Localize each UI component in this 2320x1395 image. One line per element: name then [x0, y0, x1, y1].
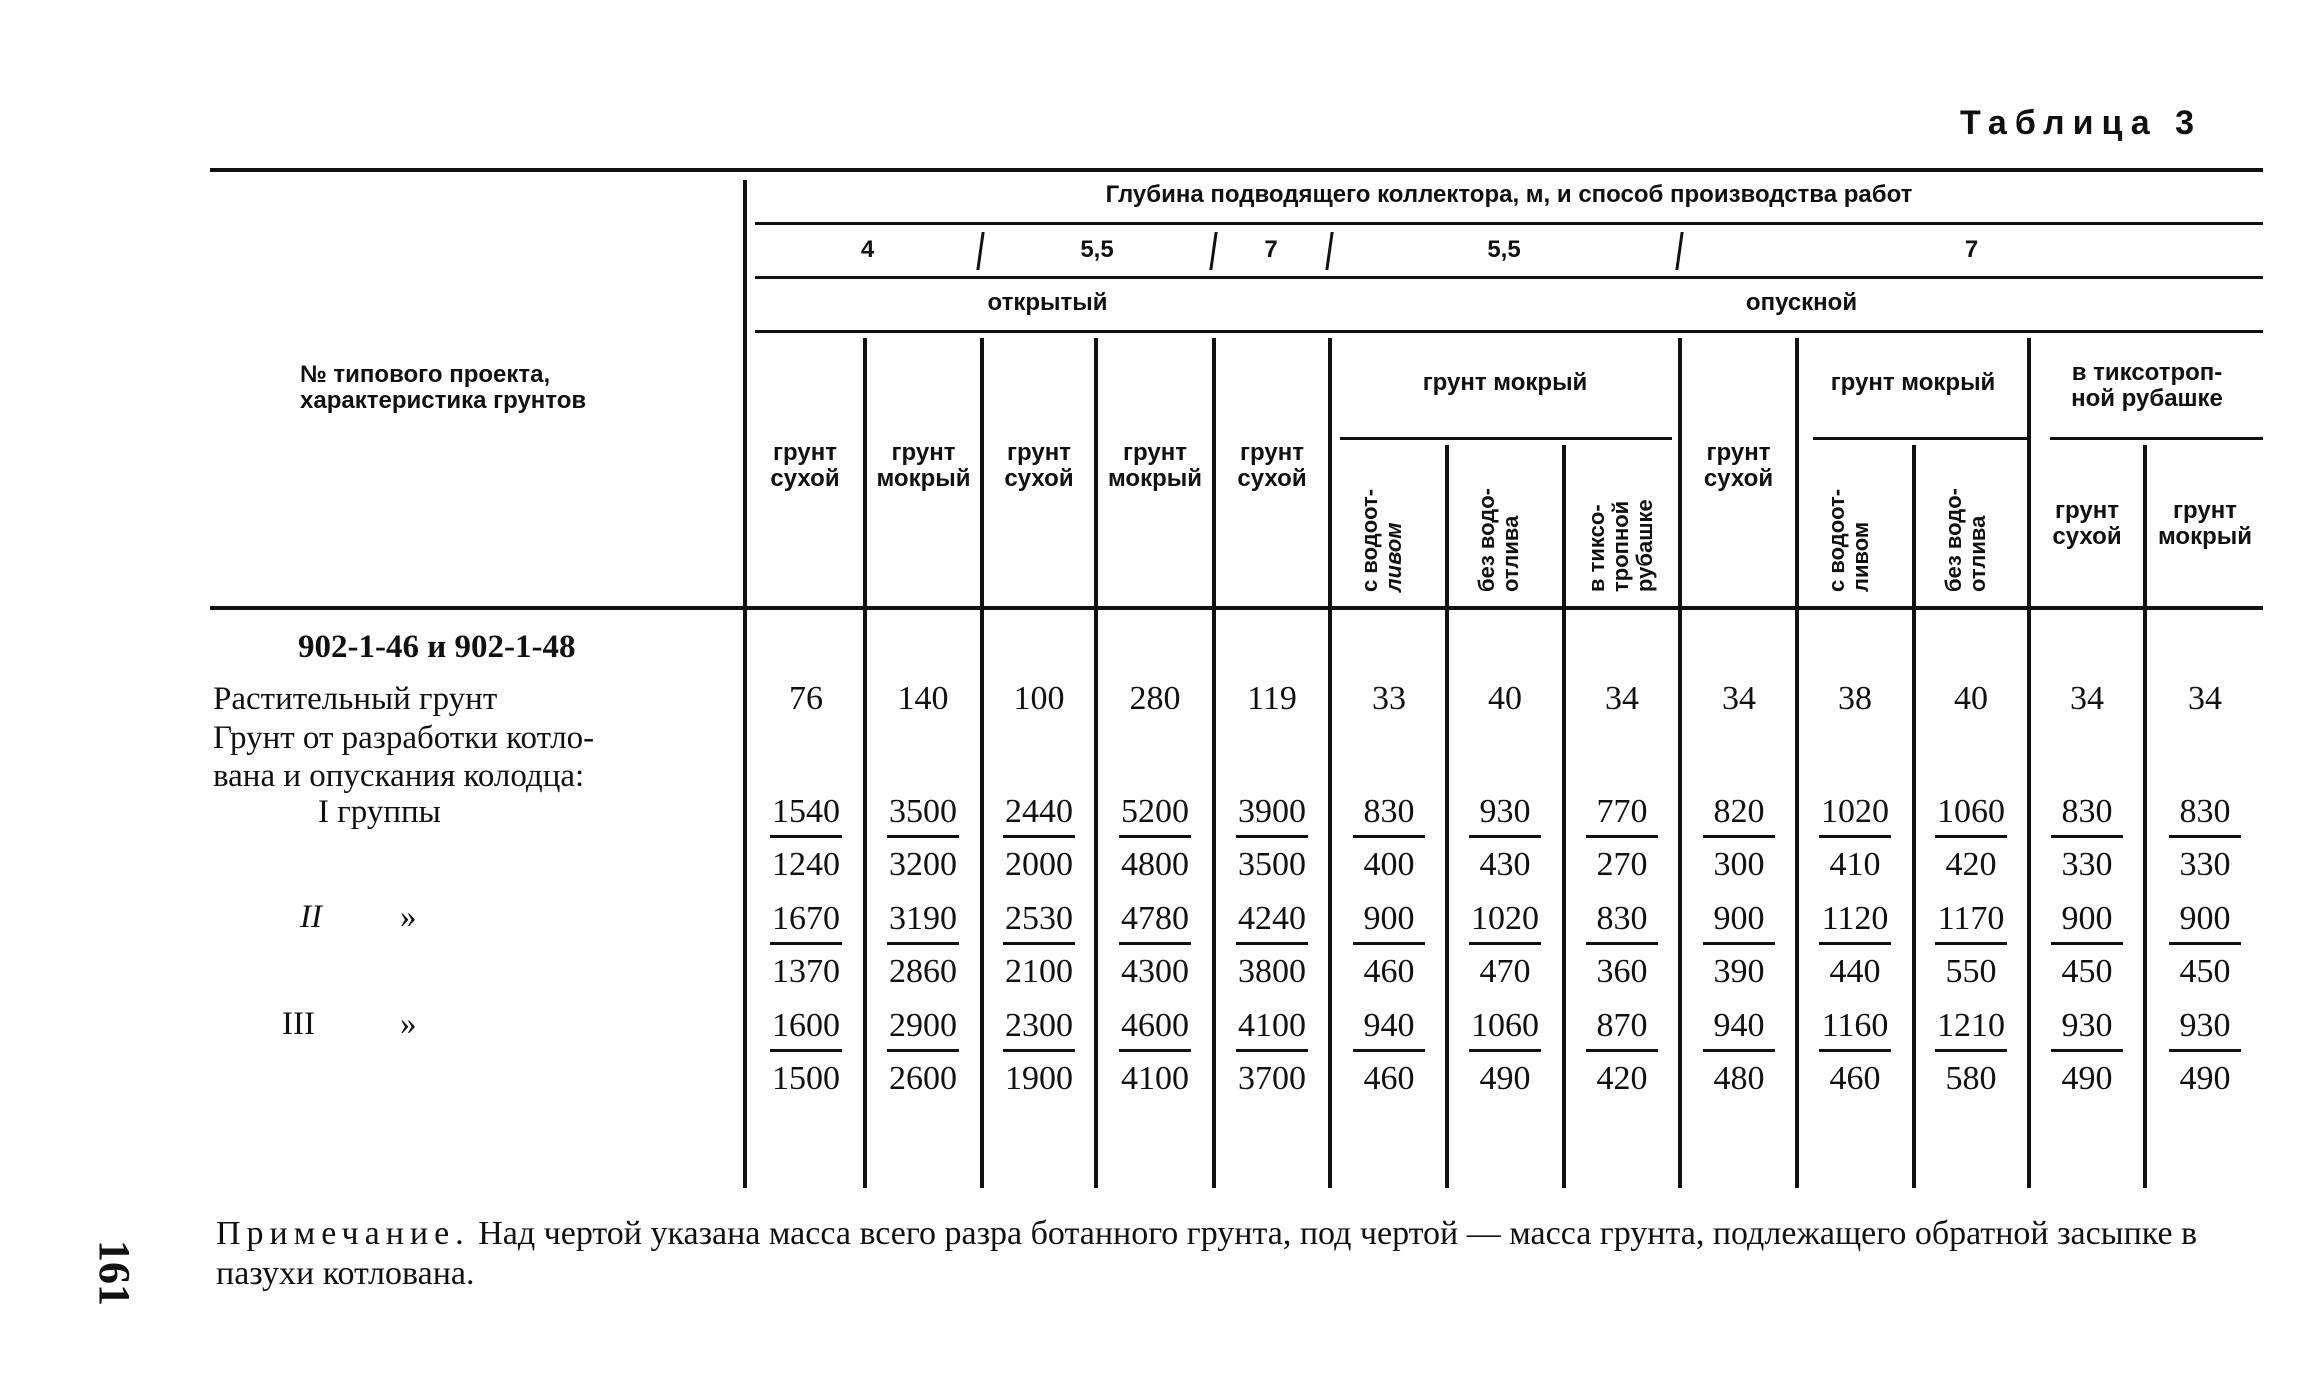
- fraction-bar: [1236, 835, 1308, 838]
- cell-veg-6: 33: [1372, 680, 1406, 717]
- fraction-bar: [1703, 1049, 1775, 1052]
- group3-label: III: [282, 1006, 315, 1042]
- cell-g1_top-10: 1020: [1821, 793, 1889, 830]
- fraction-bar: [1703, 942, 1775, 945]
- cell-g1_bot-4: 4800: [1121, 846, 1189, 883]
- col-header-8-l3: рубашке: [1632, 499, 1657, 592]
- cell-g2_top-6: 900: [1363, 900, 1415, 937]
- cell-veg-12: 34: [2070, 680, 2104, 717]
- cell-g2_bot-6: 460: [1363, 953, 1415, 990]
- depth-title: Глубина подводящего коллектора, м, и способ производства работ: [1105, 181, 1913, 208]
- cell-g1_top-3: 2440: [1005, 793, 1073, 830]
- col-divider-12: [2143, 445, 2147, 1188]
- cell-veg-10: 38: [1838, 680, 1872, 717]
- table-title: Таблица 3: [1960, 104, 2203, 142]
- pit-label-line1: Грунт от разработки котло-: [213, 720, 595, 756]
- col-header-12: [2031, 498, 2143, 550]
- note-text: Над чертой указана масса всего разра ботанного грунта, под чертой — масса грунта, подлежащего обратной засыпке в пазухи котлована.: [216, 1215, 2198, 1292]
- cell-g1_top-13: 830: [2179, 793, 2231, 830]
- col-header-13-l1: грунт: [2173, 497, 2237, 524]
- cell-veg-5: 119: [1247, 680, 1297, 717]
- cell-veg-2: 140: [897, 680, 949, 717]
- group-thixo-line1: в тиксотроп-: [2071, 359, 2223, 386]
- cell-veg-7: 40: [1488, 680, 1522, 717]
- cell-g3_bot-9: 480: [1713, 1060, 1765, 1097]
- fraction-bar: [887, 942, 959, 945]
- col-header-3: [984, 440, 1094, 492]
- cell-g1_bot-10: 410: [1829, 846, 1881, 883]
- cell-g2_top-2: 3190: [889, 900, 957, 937]
- col-header-7-l1: без водо-: [1474, 488, 1499, 592]
- cell-g3_top-9: 940: [1713, 1007, 1765, 1044]
- fraction-bar: [1819, 942, 1891, 945]
- col-header-5-l2: сухой: [1237, 465, 1307, 492]
- cell-g1_bot-9: 300: [1713, 846, 1765, 883]
- fraction-bar: [2169, 942, 2241, 945]
- cell-g2_top-8: 830: [1596, 900, 1648, 937]
- cell-g2_bot-2: 2860: [889, 953, 957, 990]
- col-divider-6: [1445, 445, 1449, 1188]
- cell-g2_bot-9: 390: [1713, 953, 1765, 990]
- col-divider-0: [743, 180, 747, 1188]
- cell-g3_top-6: 940: [1363, 1007, 1415, 1044]
- col-header-3-l1: грунт: [1007, 439, 1071, 466]
- note-label: Примечание.: [216, 1215, 470, 1252]
- col-header-11-l1: без водо-: [1941, 488, 1966, 592]
- cell-g1_bot-8: 270: [1596, 846, 1648, 883]
- row-header: [300, 362, 586, 414]
- cell-g3_top-13: 930: [2179, 1007, 2231, 1044]
- cell-g1_bot-6: 400: [1363, 846, 1415, 883]
- cell-veg-4: 280: [1129, 680, 1181, 717]
- col-header-9-l2: сухой: [1703, 465, 1774, 492]
- col-header-4: [1098, 440, 1212, 492]
- col-divider-5: [1328, 338, 1332, 1188]
- table-top-rule: [210, 168, 2263, 172]
- cell-g2_bot-12: 450: [2061, 953, 2113, 990]
- cell-g1_top-8: 770: [1596, 793, 1648, 830]
- group2-ditto: »: [400, 899, 417, 935]
- cell-g2_top-9: 900: [1713, 900, 1765, 937]
- cell-veg-8: 34: [1605, 680, 1639, 717]
- col-header-10-l2: ливом: [1848, 521, 1873, 592]
- fraction-bar: [2169, 1049, 2241, 1052]
- cell-g1_top-4: 5200: [1121, 793, 1189, 830]
- col-header-5: [1216, 440, 1328, 492]
- cell-g3_bot-10: 460: [1829, 1060, 1881, 1097]
- cell-g1_top-12: 830: [2061, 793, 2113, 830]
- method-open: открытый: [987, 289, 1108, 316]
- group-thixo: [2031, 360, 2263, 412]
- col-header-13: [2147, 498, 2263, 550]
- fraction-bar: [1935, 1049, 2007, 1052]
- cell-g2_top-11: 1170: [1937, 900, 2005, 937]
- col-header-4-l2: мокрый: [1107, 465, 1203, 492]
- cell-g1_top-9: 820: [1713, 793, 1765, 830]
- cell-g1_top-7: 930: [1479, 793, 1531, 830]
- page-number: 161: [90, 1240, 139, 1306]
- fraction-bar: [1703, 835, 1775, 838]
- cell-g3_bot-8: 420: [1596, 1060, 1648, 1097]
- cell-g3_bot-1: 1500: [772, 1060, 840, 1097]
- header-bottom-rule: [210, 606, 2263, 610]
- fraction-bar: [1469, 942, 1541, 945]
- cell-g3_top-2: 2900: [889, 1007, 957, 1044]
- depths-rule: [755, 276, 2263, 279]
- group-wet-a: грунт мокрый: [1422, 369, 1588, 396]
- cell-g3_bot-13: 490: [2179, 1060, 2231, 1097]
- fraction-bar: [1819, 1049, 1891, 1052]
- fraction-bar: [1003, 1049, 1075, 1052]
- col-header-6-l1: с водоот-: [1357, 488, 1382, 592]
- cell-g3_bot-7: 490: [1479, 1060, 1531, 1097]
- fraction-bar: [1119, 1049, 1191, 1052]
- cell-g3_bot-11: 580: [1945, 1060, 1997, 1097]
- fraction-bar: [1236, 942, 1308, 945]
- pit-label-line2: вана и опускания колодца:: [213, 758, 585, 794]
- cell-g3_top-11: 1210: [1937, 1007, 2005, 1044]
- note: [216, 1214, 2266, 1294]
- cell-g1_bot-2: 3200: [889, 846, 957, 883]
- cell-g3_top-8: 870: [1596, 1007, 1648, 1044]
- row-header-line2: характеристика грунтов: [300, 387, 587, 414]
- cell-g3_top-5: 4100: [1238, 1007, 1306, 1044]
- col-header-13-l2: мокрый: [2157, 523, 2253, 550]
- cell-g2_bot-3: 2100: [1005, 953, 1073, 990]
- col-header-5-l1: грунт: [1240, 439, 1304, 466]
- col-header-6-l2: ливом: [1381, 522, 1406, 592]
- cell-g3_bot-3: 1900: [1005, 1060, 1073, 1097]
- cell-g3_top-7: 1060: [1471, 1007, 1539, 1044]
- fraction-bar: [2051, 1049, 2123, 1052]
- depth-4: 4: [860, 236, 875, 263]
- col-header-8-l1: в тиксо-: [1584, 504, 1609, 592]
- cell-g1_top-5: 3900: [1238, 793, 1306, 830]
- fraction-bar: [1236, 1049, 1308, 1052]
- cell-g1_top-11: 1060: [1937, 793, 2005, 830]
- fraction-bar: [770, 942, 842, 945]
- col-header-9: [1682, 440, 1795, 492]
- cell-g1_top-6: 830: [1363, 793, 1415, 830]
- cell-g2_top-1: 1670: [772, 900, 840, 937]
- col-header-1: [747, 440, 863, 492]
- cell-veg-1: 76: [789, 680, 823, 717]
- fraction-bar: [1586, 835, 1658, 838]
- depth-title-rule: [755, 222, 2263, 225]
- col-header-2: [867, 440, 980, 492]
- depth-7-open: 7: [1264, 236, 1278, 263]
- fraction-bar: [1935, 835, 2007, 838]
- depth-5-5-open: 5,5: [1080, 236, 1114, 263]
- cell-g3_top-10: 1160: [1821, 1007, 1889, 1044]
- col-header-8-l2: тропной: [1608, 500, 1633, 592]
- fraction-bar: [1003, 835, 1075, 838]
- fraction-bar: [1003, 942, 1075, 945]
- depth-7-sink: 7: [1964, 236, 1979, 263]
- group2-label: II: [300, 899, 322, 935]
- cell-g2_top-4: 4780: [1121, 900, 1189, 937]
- col-divider-11: [2027, 338, 2031, 1188]
- cell-g2_top-5: 4240: [1238, 900, 1306, 937]
- group3-ditto: »: [400, 1006, 417, 1042]
- cell-g3_top-1: 1600: [772, 1007, 840, 1044]
- cell-g1_bot-7: 430: [1479, 846, 1531, 883]
- veg-label: Растительный грунт: [213, 681, 498, 717]
- method-sinking: опускной: [1745, 289, 1858, 316]
- fraction-bar: [887, 835, 959, 838]
- group-wet-b: грунт мокрый: [1830, 369, 1996, 396]
- cell-g2_bot-10: 440: [1829, 953, 1881, 990]
- cell-g2_bot-8: 360: [1596, 953, 1648, 990]
- col-header-10-l1: с водоот-: [1824, 488, 1849, 592]
- col-header-9-l1: грунт: [1706, 439, 1771, 466]
- fraction-bar: [1586, 942, 1658, 945]
- col-divider-9: [1795, 338, 1799, 1188]
- col-header-11: [1942, 488, 1990, 592]
- cell-g3_top-3: 2300: [1005, 1007, 1073, 1044]
- cell-g1_bot-3: 2000: [1005, 846, 1073, 883]
- col-header-12-l2: сухой: [2052, 523, 2122, 550]
- fraction-bar: [1819, 835, 1891, 838]
- cell-g2_top-13: 900: [2179, 900, 2231, 937]
- fraction-bar: [1935, 942, 2007, 945]
- cell-g2_bot-5: 3800: [1238, 953, 1306, 990]
- fraction-bar: [770, 835, 842, 838]
- group1-label: I группы: [318, 794, 441, 830]
- col-header-1-l1: грунт: [773, 439, 837, 466]
- cell-veg-11: 40: [1954, 680, 1988, 717]
- methods-rule: [755, 330, 2263, 333]
- col-header-6: [1358, 489, 1406, 592]
- cell-g1_bot-5: 3500: [1238, 846, 1306, 883]
- fraction-bar: [2169, 835, 2241, 838]
- cell-g1_bot-12: 330: [2061, 846, 2113, 883]
- fraction-bar: [1353, 942, 1425, 945]
- cell-g1_top-1: 1540: [772, 793, 840, 830]
- cell-g3_top-4: 4600: [1121, 1007, 1189, 1044]
- cell-g2_bot-13: 450: [2179, 953, 2231, 990]
- cell-g2_top-3: 2530: [1005, 900, 1073, 937]
- fraction-bar: [1353, 835, 1425, 838]
- cell-g2_top-12: 900: [2061, 900, 2113, 937]
- col-header-3-l2: сухой: [1004, 465, 1074, 492]
- cell-g2_top-10: 1120: [1821, 900, 1889, 937]
- col-header-12-l1: грунт: [2055, 497, 2119, 524]
- col-header-1-l2: сухой: [770, 465, 840, 492]
- project-label: 902-1-46 и 902-1-48: [298, 629, 576, 665]
- fraction-bar: [770, 1049, 842, 1052]
- cell-g3_bot-12: 490: [2061, 1060, 2113, 1097]
- cell-g1_top-2: 3500: [889, 793, 957, 830]
- cell-veg-3: 100: [1013, 680, 1065, 717]
- depth-5-5-sink: 5,5: [1487, 236, 1521, 263]
- cell-g1_bot-13: 330: [2179, 846, 2231, 883]
- cell-g2_bot-7: 470: [1479, 953, 1531, 990]
- subgroup-rule-a: [1340, 437, 1672, 440]
- col-header-10: [1825, 489, 1873, 592]
- cell-g3_bot-5: 3700: [1238, 1060, 1306, 1097]
- col-header-7-l2: отлива: [1498, 515, 1523, 592]
- subgroup-rule-c: [2050, 437, 2263, 440]
- cell-g2_bot-1: 1370: [772, 953, 840, 990]
- fraction-bar: [1119, 942, 1191, 945]
- cell-g3_bot-2: 2600: [889, 1060, 957, 1097]
- col-header-2-l1: грунт: [891, 439, 956, 466]
- fraction-bar: [1586, 1049, 1658, 1052]
- col-header-7: [1475, 488, 1523, 592]
- row-header-line1: № типового проекта,: [300, 361, 551, 388]
- cell-g2_top-7: 1020: [1471, 900, 1539, 937]
- cell-g1_bot-1: 1240: [772, 846, 840, 883]
- fraction-bar: [1353, 1049, 1425, 1052]
- fraction-bar: [887, 1049, 959, 1052]
- cell-g3_top-12: 930: [2061, 1007, 2113, 1044]
- fraction-bar: [1469, 1049, 1541, 1052]
- fraction-bar: [2051, 942, 2123, 945]
- col-header-8: [1585, 499, 1657, 592]
- cell-g2_bot-11: 550: [1945, 953, 1997, 990]
- fraction-bar: [1469, 835, 1541, 838]
- col-header-11-l2: отлива: [1965, 515, 1990, 592]
- cell-g3_bot-4: 4100: [1121, 1060, 1189, 1097]
- cell-veg-13: 34: [2188, 680, 2222, 717]
- cell-veg-9: 34: [1722, 680, 1756, 717]
- cell-g1_bot-11: 420: [1945, 846, 1997, 883]
- fraction-bar: [2051, 835, 2123, 838]
- group-thixo-line2: ной рубашке: [2071, 385, 2223, 412]
- col-header-2-l2: мокрый: [876, 465, 971, 492]
- cell-g3_bot-6: 460: [1363, 1060, 1415, 1097]
- cell-g2_bot-4: 4300: [1121, 953, 1189, 990]
- fraction-bar: [1119, 835, 1191, 838]
- subgroup-rule-b: [1813, 437, 2031, 440]
- col-header-4-l1: грунт: [1123, 439, 1187, 466]
- col-divider-7: [1562, 445, 1566, 1188]
